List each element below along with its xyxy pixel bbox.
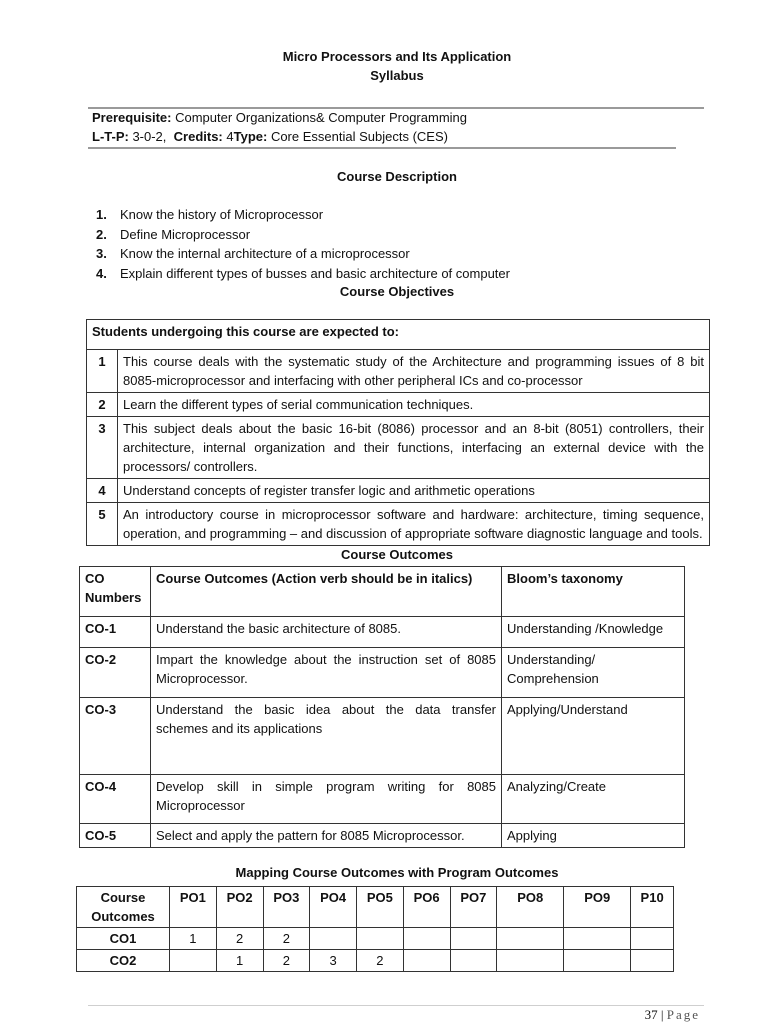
mapping-cell: 2: [263, 950, 310, 972]
mapping-cell: 3: [310, 950, 357, 972]
course-description-heading: Course Description: [337, 169, 457, 184]
co-bloom: Understanding /Knowledge: [502, 617, 685, 648]
table-row: [77, 887, 674, 928]
column-header: PO6: [403, 887, 450, 928]
ltp-label: L-T-P:: [92, 129, 129, 144]
course-objectives-heading: Course Objectives: [339, 284, 455, 299]
objective-number: 3: [87, 417, 118, 479]
table-row: [87, 479, 710, 503]
column-header: PO5: [357, 887, 404, 928]
mapping-cell: [564, 950, 631, 972]
list-item: 2. Define Microprocessor: [96, 226, 251, 242]
course-outcomes-heading: Course Outcomes: [341, 547, 453, 562]
objective-number: 2: [87, 393, 118, 417]
table-row: [77, 928, 674, 950]
mapping-cell: [564, 928, 631, 950]
credits-value: 4: [222, 129, 234, 144]
objective-number: 1: [87, 350, 118, 393]
document-subtitle: Syllabus: [370, 68, 424, 83]
mapping-cell: 1: [216, 950, 263, 972]
mapping-cell: [631, 928, 674, 950]
co-text: Select and apply the pattern for 8085 Microprocessor.: [151, 824, 502, 848]
table-row: [87, 503, 710, 546]
mapping-cell: [357, 928, 404, 950]
table-row: [87, 417, 710, 479]
mapping-cell: [170, 950, 217, 972]
column-header: CO Numbers: [80, 567, 151, 617]
co-bloom: Applying: [502, 824, 685, 848]
mapping-cell: [403, 928, 450, 950]
table-row: [80, 617, 685, 648]
mapping-cell: [310, 928, 357, 950]
mapping-heading: Mapping Course Outcomes with Program Outcomes: [235, 865, 559, 880]
column-header: Bloom’s taxonomy: [502, 567, 685, 617]
co-bloom: Understanding/ Comprehension: [502, 648, 685, 698]
co-text: Understand the basic architecture of 8085.: [151, 617, 502, 648]
mapping-cell: 2: [263, 928, 310, 950]
mapping-cell: 1: [170, 928, 217, 950]
mapping-cell: CO2: [77, 950, 170, 972]
column-header: PO8: [497, 887, 564, 928]
column-header: PO7: [450, 887, 497, 928]
mapping-cell: [403, 950, 450, 972]
table-row: [87, 393, 710, 417]
course-outcomes-table: [79, 566, 685, 848]
objectives-table-header: Students undergoing this course are expected to:: [87, 320, 710, 350]
prerequisite-line: [92, 110, 467, 125]
list-item: 1. Know the history of Microprocessor: [96, 207, 324, 222]
objective-text: This subject deals about the basic 16-bit (8086) processor and an 8-bit (8051) controllers, their architecture, internal organization and their functions, interfacing an external device with the processors/ controllers.: [118, 417, 710, 479]
column-header: P10: [631, 887, 674, 928]
table-row: [80, 775, 685, 824]
page-footer: [560, 1007, 700, 1023]
table-row: [80, 648, 685, 698]
co-text: Understand the basic idea about the data transfer schemes and its applications: [151, 698, 502, 775]
table-row: [87, 350, 710, 393]
credits-label: Credits:: [173, 129, 223, 144]
column-header: Course Outcomes (Action verb should be in italics): [151, 567, 502, 617]
type-value: Core Essential Subjects (CES): [267, 129, 448, 144]
table-row: [80, 567, 685, 617]
objective-text: Learn the different types of serial communication techniques.: [118, 393, 710, 417]
list-item: 4. Explain different types of busses and basic architecture of computer: [96, 265, 510, 281]
divider-top: [88, 107, 704, 109]
mapping-cell: [631, 950, 674, 972]
column-header: Course Outcomes: [77, 887, 170, 928]
co-id: CO-4: [80, 775, 151, 824]
table-row: [80, 698, 685, 775]
objective-text: Understand concepts of register transfer logic and arithmetic operations: [118, 479, 710, 503]
type-label: Type:: [233, 129, 268, 144]
objective-text: An introductory course in microprocessor software and hardware: architecture, timing sequence, operation, and programming – and discussion of appropriate software diagnostic language and tools.: [118, 503, 710, 546]
co-bloom: Analyzing/Create: [502, 775, 685, 824]
ltp-credits-line: [92, 129, 448, 144]
co-id: CO-1: [80, 617, 151, 648]
mapping-cell: 2: [357, 950, 404, 972]
mapping-cell: [497, 928, 564, 950]
mapping-cell: [497, 950, 564, 972]
course-objectives-table: [86, 319, 710, 546]
mapping-cell: [450, 950, 497, 972]
list-item: 3. Know the internal architecture of a microprocessor: [96, 246, 410, 261]
co-id: CO-2: [80, 648, 151, 698]
course-description-list: [96, 205, 510, 283]
divider-bottom: [88, 147, 676, 149]
co-id: CO-3: [80, 698, 151, 775]
ltp-value: 3-0-2,: [128, 129, 167, 144]
column-header: PO3: [263, 887, 310, 928]
mapping-cell: CO1: [77, 928, 170, 950]
page-number: 37: [644, 1007, 658, 1022]
prerequisite-value: Computer Organizations& Computer Programming: [171, 110, 467, 125]
column-header: PO4: [310, 887, 357, 928]
column-header: PO1: [170, 887, 217, 928]
mapping-cell: [450, 928, 497, 950]
co-id: CO-5: [80, 824, 151, 848]
co-bloom: Applying/Understand: [502, 698, 685, 775]
objective-number: 5: [87, 503, 118, 546]
prerequisite-label: Prerequisite:: [92, 110, 172, 125]
mapping-table: [76, 886, 674, 972]
column-header: PO2: [216, 887, 263, 928]
page-label: Page: [666, 1007, 700, 1022]
table-row: [80, 824, 685, 848]
co-text: Impart the knowledge about the instruction set of 8085 Microprocessor.: [151, 648, 502, 698]
column-header: PO9: [564, 887, 631, 928]
page-separator: |: [657, 1007, 667, 1022]
co-text: Develop skill in simple program writing for 8085 Microprocessor: [151, 775, 502, 824]
objective-number: 4: [87, 479, 118, 503]
footer-divider: [88, 1005, 704, 1006]
document-title: Micro Processors and Its Application: [282, 49, 512, 64]
table-row: [87, 320, 710, 350]
mapping-cell: 2: [216, 928, 263, 950]
objective-text: This course deals with the systematic study of the Architecture and programming issues of 8 bit 8085-microprocessor and interfacing with other peripheral ICs and co-processor: [118, 350, 710, 393]
table-row: [77, 950, 674, 972]
